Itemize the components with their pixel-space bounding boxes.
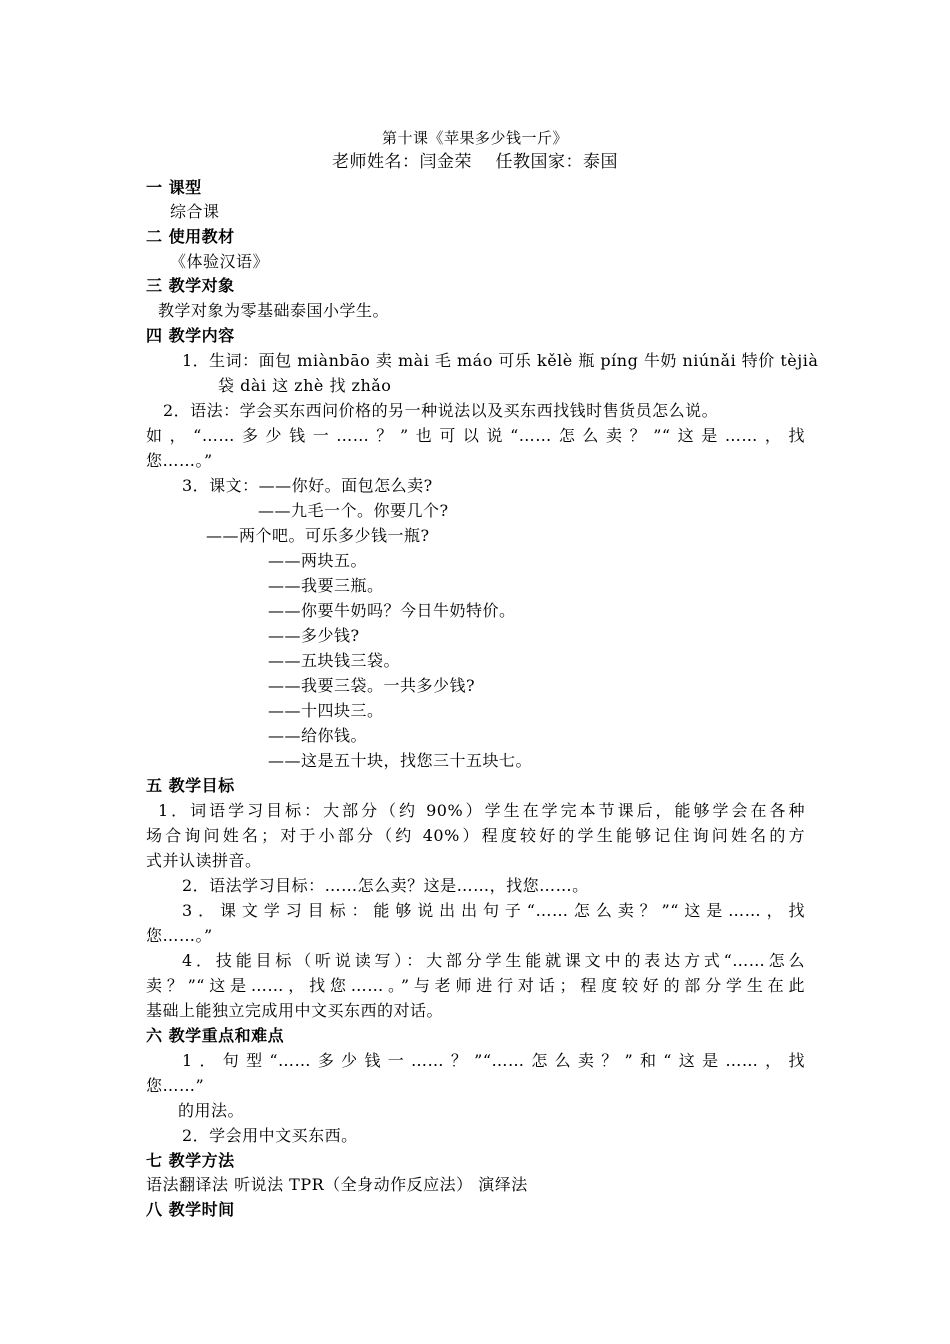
- dialogue-line: ——两个吧。可乐多少钱一瓶?: [206, 526, 430, 545]
- goal-2: 2．语法学习目标：……怎么卖？这是……，找您……。: [182, 876, 589, 895]
- section-heading-goals: 五 教学目标: [146, 776, 235, 795]
- grammar-line-3: 您……。”: [146, 451, 213, 470]
- dialogue-line: ——两块五。: [268, 551, 368, 570]
- dialogue-line: ——给你钱。: [268, 726, 368, 745]
- dialogue-line: ——十四块三。: [268, 701, 384, 720]
- section-heading-textbook: 二 使用教材: [146, 227, 235, 246]
- goal-3-line-1: 3．课文学习目标：能够说出出句子“……怎么卖？”“这是……，找: [182, 901, 805, 920]
- audience-text: 教学对象为零基础泰国小学生。: [158, 301, 390, 320]
- vocab-line-2: 袋 dài 这 zhè 找 zhǎo: [218, 376, 392, 395]
- methods-text: 语法翻译法 听说法 TPR（全身动作反应法） 演绎法: [146, 1175, 528, 1194]
- dialogue-line: ——我要三瓶。: [268, 576, 384, 595]
- goal-1-line-2: 场合询问姓名；对于小部分（约 40%）程度较好的学生能够记住询问姓名的方: [146, 826, 805, 845]
- key-point-1-line-2: 您……”: [146, 1076, 205, 1095]
- key-point-2: 2．学会用中文买东西。: [182, 1126, 358, 1145]
- goal-1-line-1: 1．词语学习目标：大部分（约 90%）学生在学完本节课后，能够学会在各种: [158, 801, 805, 820]
- key-point-1-line-1: 1．句型“……多少钱一……？”“……怎么卖？”和“这是……，找: [182, 1051, 805, 1070]
- goal-3-line-2: 您……。”: [146, 926, 213, 945]
- dialogue-line: ——我要三袋。一共多少钱?: [268, 676, 476, 695]
- section-heading-methods: 七 教学方法: [146, 1151, 235, 1170]
- section-heading-audience: 三 教学对象: [146, 276, 235, 295]
- goal-4-line-2: 卖？”“这是……，找您……。”与老师进行对话；程度较好的部分学生在此: [146, 976, 805, 995]
- section-heading-key-points: 六 教学重点和难点: [146, 1026, 285, 1045]
- lesson-type-text: 综合课: [170, 202, 220, 221]
- lesson-title: 第十课《苹果多少钱一斤》: [381, 129, 568, 147]
- section-heading-time: 八 教学时间: [146, 1200, 235, 1219]
- section-heading-lesson-type: 一 课型: [146, 178, 202, 197]
- goal-1-line-3: 式并认读拼音。: [146, 851, 262, 870]
- goal-4-line-1: 4．技能目标（听说读写）：大部分学生能就课文中的表达方式“……怎么: [182, 951, 805, 970]
- dialogue-line: ——多少钱?: [268, 626, 360, 645]
- dialogue-line: ——你要牛奶吗？今日牛奶特价。: [268, 601, 516, 620]
- teacher-info: 老师姓名：闫金荣 任教国家：泰国: [332, 152, 618, 172]
- vocab-line-1: 1．生词：面包 miànbāo 卖 mài 毛 máo 可乐 kělè 瓶 píng 牛奶 niúnǎi 特价 tèjià: [182, 351, 819, 370]
- dialogue-line: ——五块钱三袋。: [268, 651, 401, 670]
- dialogue-line: ——九毛一个。你要几个?: [258, 501, 449, 520]
- textbook-text: 《体验汉语》: [170, 252, 270, 271]
- grammar-line-2: 如，“……多少钱一……？”也可以说“……怎么卖？”“这是……，找: [146, 426, 805, 445]
- section-heading-content: 四 教学内容: [146, 326, 235, 345]
- grammar-line-1: 2．语法：学会买东西问价格的另一种说法以及买东西找钱时售货员怎么说。: [163, 401, 719, 420]
- goal-4-line-3: 基础上能独立完成用中文买东西的对话。: [146, 1001, 444, 1020]
- text-label: 3．课文：——你好。面包怎么卖?: [182, 476, 433, 495]
- dialogue-line: ——这是五十块，找您三十五块七。: [268, 751, 533, 770]
- key-point-1-line-3: 的用法。: [178, 1101, 245, 1120]
